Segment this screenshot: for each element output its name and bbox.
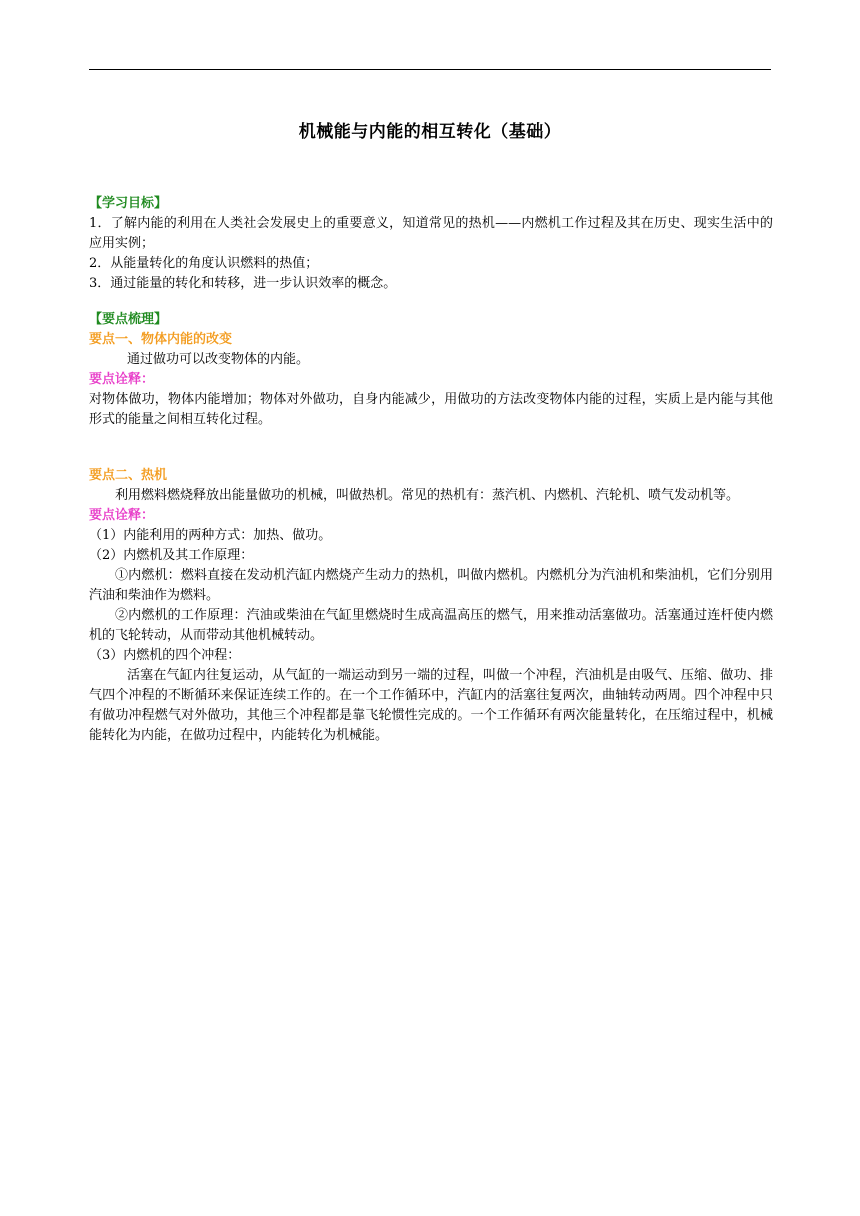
spacer [89, 294, 773, 310]
point2-title: 要点二、热机 [89, 468, 168, 483]
objective-item-1: 1．了解内能的利用在人类社会发展史上的重要意义，知道常见的热机——内燃机工作过程及其在历史、现实生活中的应用实例； [89, 216, 773, 251]
objectives-heading: 【学习目标】 [89, 196, 168, 211]
point2-item-3: （3）内燃机的四个冲程： [89, 648, 241, 663]
point1-title: 要点一、物体内能的改变 [89, 332, 233, 347]
point1-note-label: 要点诠释： [89, 372, 155, 387]
spacer [89, 430, 773, 466]
objective-item-3: 3．通过能量的转化和转移，进一步认识效率的概念。 [89, 276, 397, 291]
point2-item-3-text: 活塞在气缸内往复运动，从气缸的一端运动到另一端的过程，叫做一个冲程，汽油机是由吸气、压缩、做功、排气四个冲程的不断循环来保证连续工作的。在一个工作循环中，汽缸内的活塞往复两次，曲轴转动两周。四个冲程中只有做功冲程燃气对外做功，其他三个冲程都是靠飞轮惯性完成的。一个工作循环有两次能量转化，在压缩过程中，机械能转化为内能，在做功过程中，内能转化为机械能。 [89, 668, 773, 743]
header-rule [89, 69, 771, 70]
point1-text: 通过做功可以改变物体的内能。 [127, 352, 310, 367]
point2-note-label: 要点诠释： [89, 508, 155, 523]
point1-note: 对物体做功，物体内能增加；物体对外做功，自身内能减少，用做功的方法改变物体内能的过程，实质上是内能与其他形式的能量之间相互转化过程。 [89, 392, 773, 427]
point2-item-1: （1）内能利用的两种方式：加热、做功。 [89, 528, 332, 543]
document-body [89, 194, 773, 746]
objective-item-2: 2．从能量转化的角度认识燃料的热值； [89, 256, 319, 271]
page-title: 机械能与内能的相互转化（基础） [298, 122, 562, 142]
point2-item-2a: ①内燃机：燃料直接在发动机汽缸内燃烧产生动力的热机，叫做内燃机。内燃机分为汽油机和柴油机，它们分别用汽油和柴油作为燃料。 [89, 568, 773, 603]
point2-item-2b: ②内燃机的工作原理：汽油或柴油在气缸里燃烧时生成高温高压的燃气，用来推动活塞做功。活塞通过连杆使内燃机的飞轮转动，从而带动其他机械转动。 [89, 608, 773, 643]
summary-heading: 【要点梳理】 [89, 312, 168, 327]
point2-text: 利用燃料燃烧释放出能量做功的机械，叫做热机。常见的热机有：蒸汽机、内燃机、汽轮机、喷气发动机等。 [115, 488, 740, 503]
point2-item-2: （2）内燃机及其工作原理： [89, 548, 254, 563]
